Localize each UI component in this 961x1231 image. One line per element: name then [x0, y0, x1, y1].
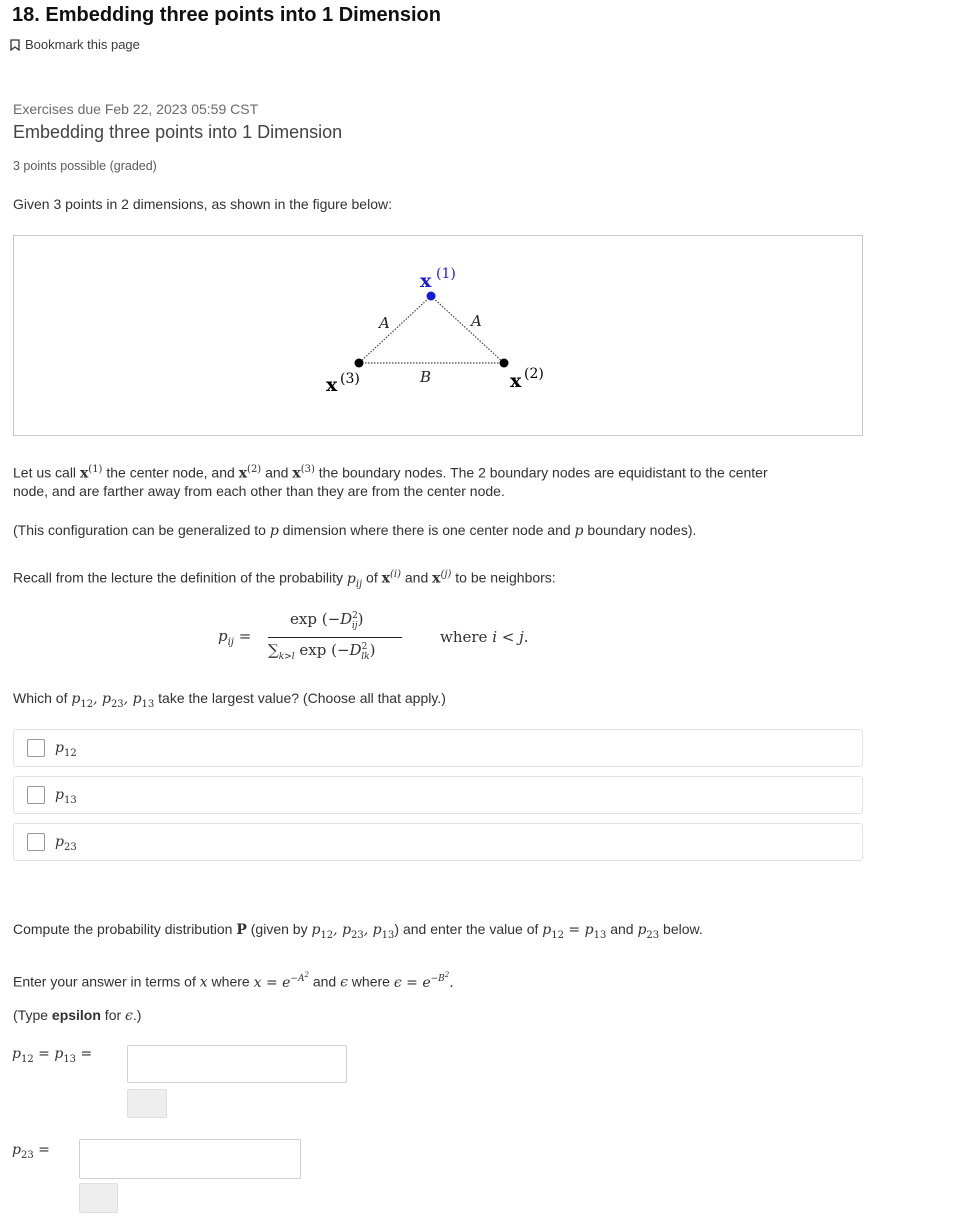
epsilon-keyword: epsilon: [51, 1007, 101, 1023]
edge-label-right: A: [471, 312, 482, 330]
checkbox-p13[interactable]: [27, 786, 45, 804]
math-sup: (1): [88, 464, 103, 475]
math-p-list: $p_{12}$, $p_{23}$, $p_{13}$: [311, 922, 395, 941]
formula-condition: where i < j.: [440, 628, 529, 646]
recall-span: Recall from the lecture the definition of the probability: [13, 569, 347, 586]
math-sup: (2): [247, 464, 262, 475]
math-p12-eq: $p_{12} = p_{13}$: [542, 922, 607, 941]
problem-title: Embedding three points into 1 Dimension: [13, 122, 343, 142]
formula-denominator: $\sum_{k>l}$ $\exp (-D^2_{lk})$: [268, 641, 376, 662]
math-P: P: [236, 922, 247, 938]
compute-span: ) and enter the value of: [394, 921, 543, 937]
bookmark-button[interactable]: [10, 37, 140, 52]
enter-span: Enter your answer in terms of: [13, 973, 200, 990]
answer-input-p12-p13[interactable]: [127, 1045, 347, 1083]
node-x1: [427, 292, 436, 301]
triangle-diagram: [14, 236, 862, 435]
math-eps-def: $\epsilon = e^{-B^2}$.: [393, 971, 454, 991]
compute-text: [13, 918, 703, 947]
compute-span: (given by: [246, 921, 312, 937]
math-eps: ϵ: [125, 1008, 133, 1024]
math-p: p: [269, 523, 279, 539]
x3-sup: (3): [340, 371, 360, 387]
math-p: p: [574, 523, 584, 539]
type-hint: (Type epsilon for ϵ.): [13, 1007, 142, 1024]
type-span: (Type: [13, 1007, 52, 1023]
type-span: for: [100, 1007, 126, 1023]
node-x2: [500, 359, 509, 368]
x1-sup: (1): [436, 266, 456, 282]
answer-label-p23: $p_{23}$ =: [12, 1142, 50, 1161]
choice-label-p23: $p_{23}$: [55, 834, 77, 853]
intro-text: Given 3 points in 2 dimensions, as shown in the figure below:: [13, 196, 392, 212]
recall-span: of: [362, 569, 382, 586]
math-sup: (i): [389, 569, 401, 580]
formula-fraction-bar: [268, 637, 402, 638]
edge-x1-x3: [359, 296, 431, 363]
note-text: (This configuration can be generalized to: [13, 522, 270, 538]
note-text: dimension where there is one center node and: [278, 522, 575, 538]
probability-formula: [218, 608, 558, 668]
desc-text: the boundary nodes. The 2 boundary nodes are equidistant to the center: [314, 464, 768, 481]
x1-label: x: [420, 270, 432, 292]
submit-button-p23[interactable]: [79, 1183, 118, 1213]
choice-p13[interactable]: [13, 776, 863, 814]
math-x: x: [292, 465, 301, 482]
math-x: x: [432, 570, 441, 587]
recall-text: [13, 564, 556, 595]
checkbox-p23[interactable]: [27, 833, 45, 851]
node-x3: [355, 359, 364, 368]
formula-numerator: $\exp (-D^2_{ij})$: [290, 610, 364, 631]
answer-label-p12-p13: $p_{12} = p_{13}$ =: [12, 1046, 93, 1065]
choice-label-p13: $p_{13}$: [55, 787, 77, 806]
math-x: x: [79, 465, 89, 482]
compute-span: and: [606, 921, 638, 937]
enter-instructions: [13, 964, 454, 994]
edge-x1-x2: [431, 296, 504, 363]
math-sup: (3): [300, 464, 315, 475]
desc-text: the center node, and: [102, 464, 239, 481]
description-line-2: node, and are farther away from each other than they are from the center node.: [13, 483, 505, 499]
recall-span: and: [400, 569, 433, 586]
submit-button-p12-p13[interactable]: [127, 1089, 167, 1118]
page-title: 18. Embedding three points into 1 Dimension: [12, 4, 441, 26]
generalization-note: [13, 519, 696, 542]
checkbox-p12[interactable]: [27, 739, 45, 757]
desc-text: and: [261, 464, 293, 481]
x2-label: x: [510, 370, 522, 392]
compute-span: Compute the probability distribution: [13, 921, 237, 937]
math-x-def: $x = e^{-A^2}$: [253, 971, 309, 991]
triangle-figure: [13, 235, 863, 436]
compute-span: below.: [659, 921, 703, 937]
due-date: Exercises due Feb 22, 2023 05:59 CST: [13, 101, 259, 117]
question-span: Which of: [13, 690, 72, 706]
bookmark-icon: [10, 39, 20, 51]
edge-label-bottom: B: [420, 368, 432, 386]
recall-span: to be neighbors:: [451, 569, 556, 586]
math-sup: (j): [440, 569, 452, 580]
enter-span: and: [308, 973, 341, 990]
desc-text: Let us call: [13, 464, 80, 481]
question-span: take the largest value? (Choose all that apply.): [154, 690, 446, 706]
answer-input-p23[interactable]: [79, 1139, 301, 1179]
x3-label: x: [326, 374, 338, 396]
points-possible: 3 points possible (graded): [13, 159, 157, 173]
edge-label-left: A: [379, 314, 390, 332]
math-x: x: [238, 465, 248, 482]
choice-label-p12: $p_{12}$: [55, 740, 77, 759]
x2-sup: (2): [524, 366, 544, 382]
note-text: boundary nodes).: [583, 522, 697, 538]
choice-p12[interactable]: [13, 729, 863, 767]
formula-where: where: [440, 628, 488, 646]
enter-span: where: [207, 973, 254, 990]
formula-lhs: $p_{ij}$ =: [218, 627, 252, 648]
math-pij: $p_{ij}$: [346, 570, 363, 590]
bookmark-label: Bookmark this page: [25, 37, 140, 52]
math-eps: ϵ: [340, 974, 348, 991]
question-text: [13, 687, 446, 716]
choice-p23[interactable]: [13, 823, 863, 861]
math-p23: $p_{23}$: [637, 922, 660, 941]
math-x-var: x: [199, 974, 208, 991]
math-x: x: [381, 570, 390, 587]
enter-span: where: [347, 973, 394, 990]
math-p-list: $p_{12}$, $p_{23}$, $p_{13}$: [71, 691, 155, 710]
